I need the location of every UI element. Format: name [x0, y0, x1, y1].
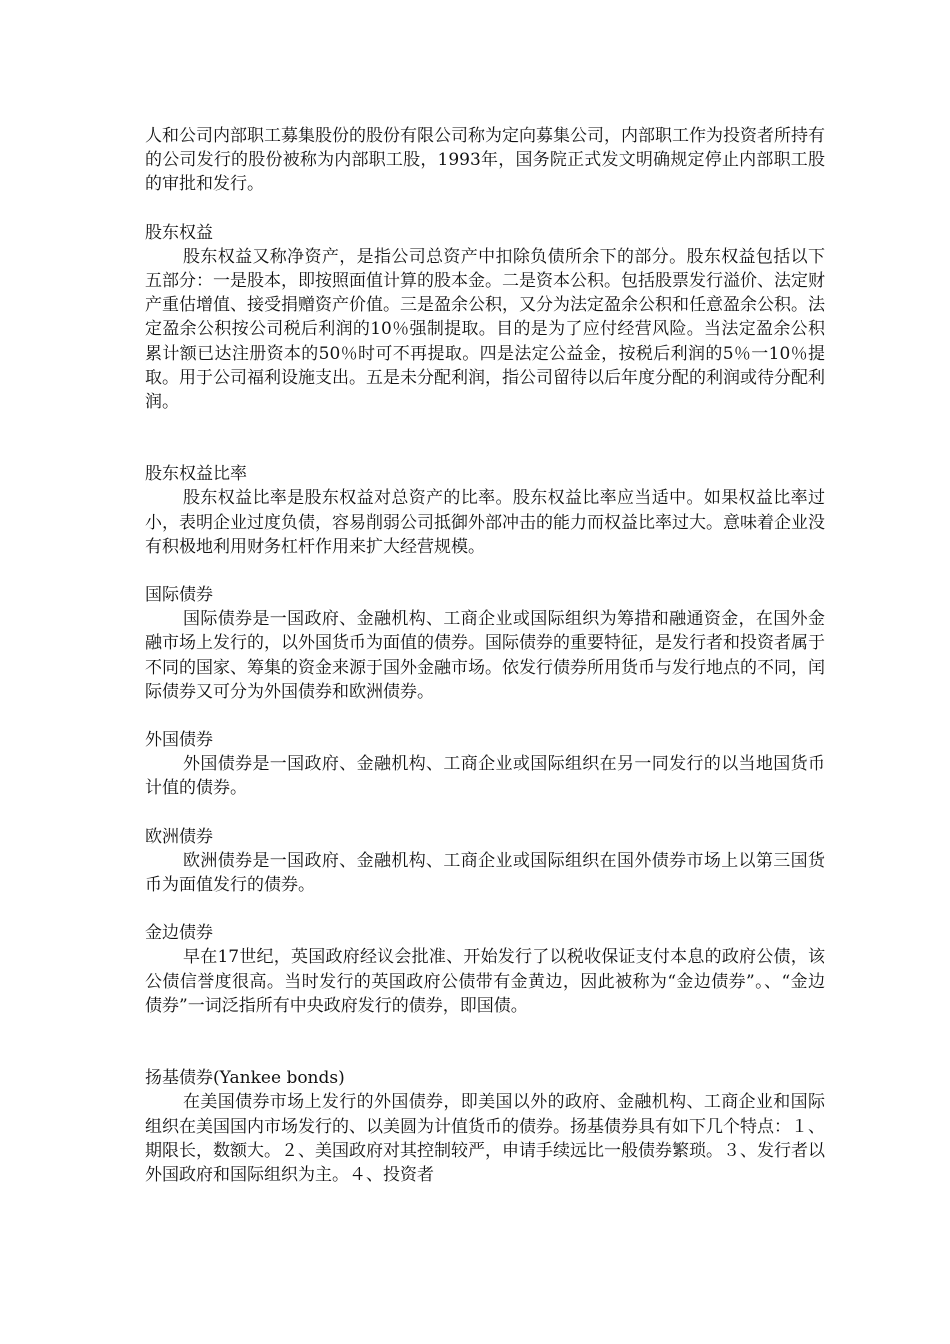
section-heading: 金边债券: [145, 923, 213, 944]
section-body: 在美国债券市场上发行的外国债券，即美国以外的政府、金融机构、工商企业和国际组织在美国国内市场发行的、以美圆为计值货币的债券。扬基债券具有如下几个特点：１、期限长，数额大。２、美国政府对其控制较严，申请手续远比一般债券繁琐。３、发行者以外国政府和国际组织为主。４、投资者: [145, 1092, 825, 1185]
section-foreign-bonds: [145, 728, 825, 801]
section-equity-ratio: [145, 462, 825, 559]
section-heading: 扬基债券(Yankee bonds): [145, 1068, 345, 1089]
section-body: 欧洲债券是一国政府、金融机构、工商企业或国际组织在国外债券市场上以第三国货币为面值发行的债券。: [145, 850, 825, 896]
section-euro-bonds: [145, 825, 825, 898]
intro-paragraph: 人和公司内部职工募集股份的股份有限公司称为定向募集公司，内部职工作为投资者所持有的公司发行的股份被称为内部职工股，1993年，国务院正式发文明确规定停止内部职工股的审批和发行。: [145, 126, 825, 195]
section-body: 股东权益又称净资产，是指公司总资产中扣除负债所余下的部分。股东权益包括以下五部分：一是股本，即按照面值计算的股本金。二是资本公积。包括股票发行溢价、法定财产重估增值、接受捐赠资产价值。三是盈余公积，又分为法定盈余公积和任意盈余公积。法定盈余公积按公司税后利润的10％强制提取。目的是为了应付经营风险。当法定盈余公积累计额已达注册资本的50％时可不再提取。四是法定公益金，按税后利润的5％一10％提取。用于公司福利设施支出。五是未分配利润，指公司留待以后年度分配的利润或待分配利润。: [145, 246, 825, 413]
section-heading: 国际债券: [145, 585, 213, 606]
section-heading: 股东权益: [145, 222, 213, 243]
section-body: 国际债券是一国政府、金融机构、工商企业或国际组织为筹措和融通资金，在国外金融市场上发行的，以外国货币为面值的债券。国际债券的重要特征，是发行者和投资者属于不同的国家、筹集的资金来源于国外金融市场。依发行债券所用货币与发行地点的不同，闰际债券又可分为外国债券和欧洲债券。: [145, 609, 825, 702]
spacer: [145, 704, 825, 728]
section-gilt-edged-bonds: [145, 921, 825, 1018]
spacer: [145, 801, 825, 825]
spacer: [145, 1018, 825, 1066]
spacer: [145, 559, 825, 583]
section-heading: 欧洲债券: [145, 826, 213, 847]
section-international-bonds: [145, 583, 825, 704]
section-body: 外国债券是一国政府、金融机构、工商企业或国际组织在另一同发行的以当地国货币计值的债券。: [145, 754, 825, 799]
section-body: 股东权益比率是股东权益对总资产的比率。股东权益比率应当适中。如果权益比率过小，表明企业过度负债，容易削弱公司抵御外部冲击的能力而权益比率过大。意味着企业没有积极地利用财务杠杆作用来扩大经营规模。: [145, 488, 825, 557]
section-yankee-bonds: [145, 1066, 825, 1187]
section-heading: 外国债券: [145, 730, 213, 751]
section-shareholder-equity: [145, 221, 825, 415]
spacer: [145, 897, 825, 921]
spacer: [145, 414, 825, 462]
spacer: [145, 197, 825, 221]
document-page: [145, 124, 825, 1187]
section-body: 早在17世纪，英国政府经议会批准、开始发行了以税收保证支付本息的政府公债，该公债信誉度很高。当时发行的英国政府公债带有金黄边，因此被称为“金边债券”。、“金边债券”一词泛指所有中央政府发行的债券，即国债。: [145, 947, 825, 1016]
section-heading: 股东权益比率: [145, 464, 247, 485]
